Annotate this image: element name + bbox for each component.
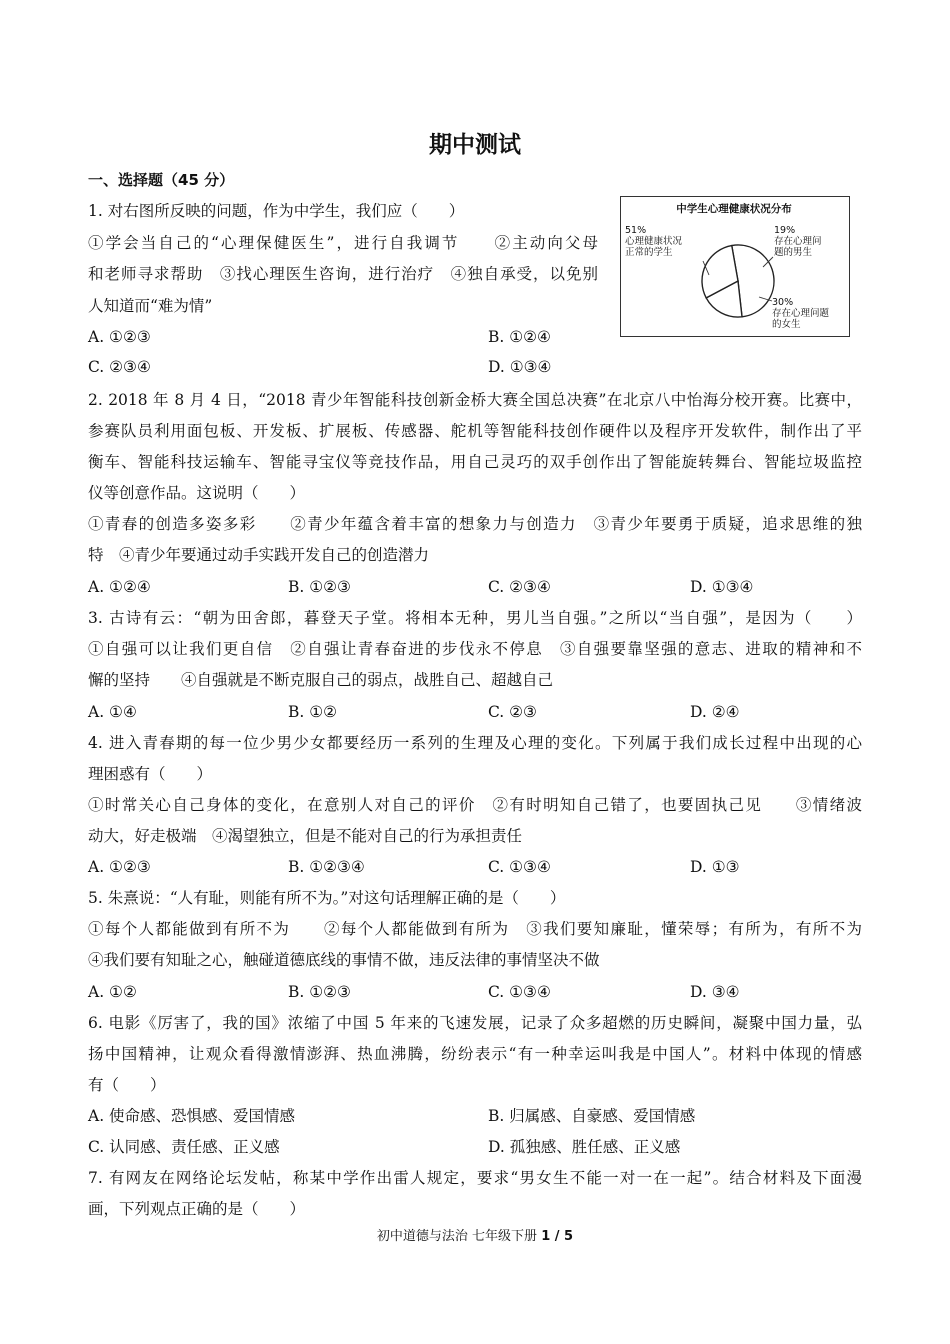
q2-line-6: 特 ④青少年要通过动手实践开发自己的创造潜力 — [88, 546, 430, 564]
q6-line-1: 6. 电影《厉害了，我的国》浓缩了中国 5 年来的飞速发展，记录了众多超燃的历史瞬间，凝聚中国力量，弘 — [88, 1014, 862, 1032]
q4-line-3: ①时常关心自己身体的变化，在意别人对自己的评价 ②有时明知自己错了，也要固执己见 ③情绪波 — [88, 796, 862, 814]
page-number: 1 / 5 — [541, 1229, 574, 1244]
slice-label-2-line-1: 19% — [774, 225, 796, 236]
q6-line-2: 扬中国精神，让观众看得激情澎湃、热血沸腾，纷纷表示“有一种幸运叫我是中国人”。材料中体现的情感 — [88, 1045, 862, 1063]
q2-choice-c[interactable]: C. ②③④ — [488, 578, 551, 596]
page-footer — [0, 1225, 950, 1244]
slice-label-1-line-1: 51% — [625, 225, 647, 236]
q4-choice-a[interactable]: A. ①②③ — [88, 858, 151, 876]
slice-label-2-line-3: 题的男生 — [774, 247, 813, 258]
q6-choice-a[interactable]: A. 使命感、恐惧感、爱国情感 — [88, 1107, 296, 1125]
q2-choice-a[interactable]: A. ①②④ — [88, 578, 151, 596]
q2-line-1: 2. 2018 年 8 月 4 日，“2018 青少年智能科技创新金桥大赛全国总决赛”在北京八中怡海分校开赛。比赛中， — [88, 391, 862, 409]
q7-line-2: 画，下列观点正确的是（ ） — [88, 1200, 306, 1218]
q6-line-3: 有（ ） — [88, 1076, 166, 1094]
q5-choice-a[interactable]: A. ①② — [88, 983, 137, 1001]
q5-line-2: ①每个人都能做到有所不为 ②每个人都能做到有所为 ③我们要知廉耻，懂荣辱；有所为，有所不为 — [88, 920, 862, 938]
q4-choice-c[interactable]: C. ①③④ — [488, 858, 551, 876]
q2-choice-b[interactable]: B. ①②③ — [288, 578, 351, 596]
q5-line-3: ④我们要有知耻之心，触碰道德底线的事情不做，违反法律的事情坚决不做 — [88, 951, 600, 969]
q2-line-4: 仪等创意作品。这说明（ ） — [88, 484, 306, 502]
q3-choice-a[interactable]: A. ①④ — [88, 703, 137, 721]
q2-choice-d[interactable]: D. ①③④ — [690, 578, 754, 596]
q4-choice-b[interactable]: B. ①②③④ — [288, 858, 365, 876]
slice-label-2-line-2: 存在心理问 — [774, 236, 822, 247]
q2-line-2: 参赛队员利用面包板、开发板、扩展板、传感器、舵机等智能科技创作硬件以及程序开发软件，制作出了平 — [88, 422, 862, 440]
q6-choice-b[interactable]: B. 归属感、自豪感、爱国情感 — [488, 1107, 696, 1125]
chart-title: 中学生心理健康状况分布 — [676, 203, 792, 215]
section-heading: 一、选择题（45 分） — [88, 171, 235, 189]
q3-choice-d[interactable]: D. ②④ — [690, 703, 740, 721]
q5-line-1: 5. 朱熹说：“人有耻，则能有所不为。”对这句话理解正确的是（ ） — [88, 889, 566, 907]
q5-choice-b[interactable]: B. ①②③ — [288, 983, 351, 1001]
q1-option-line-2: 和老师寻求帮助 ③找心理医生咨询，进行治疗 ④独自承受，以免别 — [88, 265, 598, 283]
q3-line-3: 懈的坚持 ④自强就是不断克服自己的弱点，战胜自己、超越自己 — [88, 671, 554, 689]
q5-choice-d[interactable]: D. ③④ — [690, 983, 740, 1001]
slice-label-3-line-3: 的女生 — [772, 319, 801, 330]
q2-line-5: ①青春的创造多姿多彩 ②青少年蕴含着丰富的想象力与创造力 ③青少年要勇于质疑，追求思维的独 — [88, 515, 862, 533]
q4-line-2: 理困惑有（ ） — [88, 765, 213, 783]
q6-choice-d[interactable]: D. 孤独感、胜任感、正义感 — [488, 1138, 681, 1156]
pie-chart-svg — [621, 197, 848, 335]
pie-chart-figure — [620, 196, 850, 337]
q3-choice-b[interactable]: B. ①② — [288, 703, 338, 721]
q6-choice-c[interactable]: C. 认同感、责任感、正义感 — [88, 1138, 280, 1156]
q2-line-3: 衡车、智能科技运输车、智能寻宝仪等竞技作品，用自己灵巧的双手创作出了智能旋转舞台、智能垃圾监控 — [88, 453, 862, 471]
q5-choice-c[interactable]: C. ①③④ — [488, 983, 551, 1001]
slice-label-1-line-3: 正常的学生 — [625, 247, 673, 258]
slice-label-3-line-1: 30% — [772, 297, 794, 308]
slice-label-3-line-2: 存在心理问题 — [772, 308, 830, 319]
q7-line-1: 7. 有网友在网络论坛发帖，称某中学作出雷人规定，要求“男女生不能一对一在一起”。结合材料及下面漫 — [88, 1169, 862, 1187]
q4-choice-d[interactable]: D. ①③ — [690, 858, 740, 876]
footer-subject: 初中道德与法治 七年级下册 — [376, 1229, 542, 1244]
q1-stem: 1. 对右图所反映的问题，作为中学生，我们应（ ） — [88, 202, 465, 220]
q4-line-1: 4. 进入青春期的每一位少男少女都要经历一系列的生理及心理的变化。下列属于我们成长过程中出现的心 — [88, 734, 862, 752]
q1-option-line-3: 人知道而“难为情” — [88, 297, 213, 315]
q1-choice-c[interactable]: C. ②③④ — [88, 358, 151, 376]
q4-line-4: 动大，好走极端 ④渴望独立，但是不能对自己的行为承担责任 — [88, 827, 523, 845]
q1-choice-a[interactable]: A. ①②③ — [88, 328, 151, 346]
q1-option-line-1: ①学会当自己的“心理保健医生”，进行自我调节 ②主动向父母 — [88, 234, 598, 252]
q1-choice-d[interactable]: D. ①③④ — [488, 358, 552, 376]
q3-line-1: 3. 古诗有云：“朝为田舍郎，暮登天子堂。将相本无种，男儿当自强。”之所以“当自强”，是因为（ ） — [88, 609, 862, 627]
slice-label-1-line-2: 心理健康状况 — [625, 236, 683, 247]
page-title: 期中测试 — [429, 132, 521, 158]
q3-line-2: ①自强可以让我们更自信 ②自强让青春奋进的步伐永不停息 ③自强要靠坚强的意志、进取的精神和不 — [88, 640, 862, 658]
q1-choice-b[interactable]: B. ①②④ — [488, 328, 551, 346]
q3-choice-c[interactable]: C. ②③ — [488, 703, 537, 721]
